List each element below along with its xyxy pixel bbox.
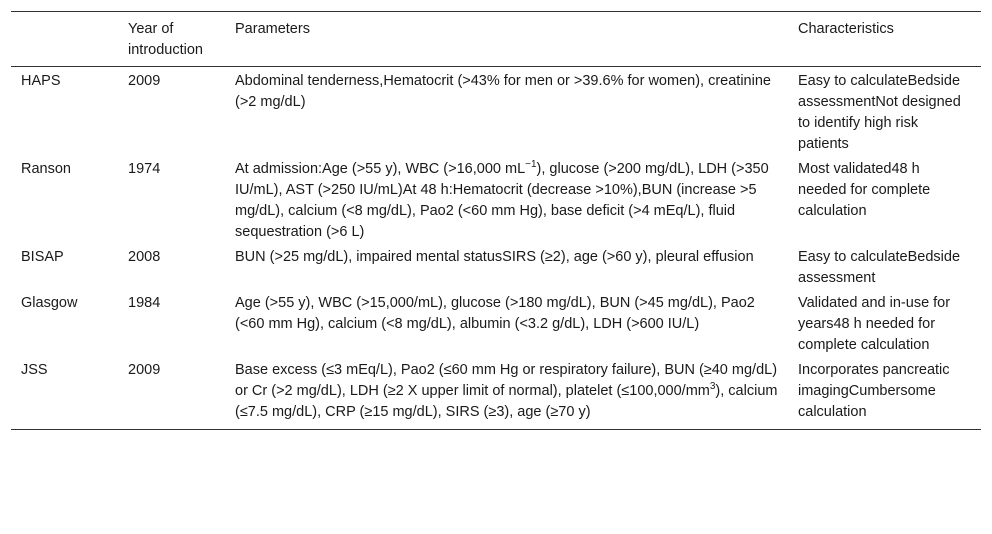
score-name: BISAP [21, 249, 64, 265]
table-body [11, 67, 981, 430]
score-name: Ranson [21, 161, 71, 177]
score-parameters: Age (>55 y), WBC (>15,000/mL), glucose (>180 mg/dL), BUN (>45 mg/dL), Pao2 (<60 mm Hg), calcium (<8 mg/dL), albumin (<3.2 g/dL), LDH (>600 IU/L) [235, 295, 755, 332]
header-row [11, 12, 981, 67]
table-header [11, 12, 981, 67]
score-year: 2009 [128, 73, 161, 89]
score-parameters [225, 155, 788, 243]
score-year: 1974 [128, 161, 161, 177]
score-characteristics: Incorporates pancreatic imagingCumbersome calculation [798, 362, 950, 420]
score-name: HAPS [21, 73, 61, 89]
score-characteristics: Validated and in-use for years48 h needed for complete calculation [798, 295, 951, 353]
parameters-text-a: At admission:Age (>55 y), WBC (>16,000 mL [235, 161, 526, 177]
parameters-superscript: −1 [525, 159, 537, 170]
table-row [11, 155, 981, 243]
header-name [11, 12, 118, 67]
score-parameters: Abdominal tenderness,Hematocrit (>43% for men or >39.6% for women), creatinine (>2 mg/dL) [235, 73, 771, 110]
score-parameters: BUN (>25 mg/dL), impaired mental statusSIRS (≥2), age (>60 y), pleural effusion [235, 249, 754, 265]
score-characteristics: Most validated48 h needed for complete calculation [798, 161, 931, 219]
table-row [11, 243, 981, 289]
table-row [11, 289, 981, 356]
score-characteristics: Easy to calculateBedside assessmentNot designed to identify high risk patients [798, 73, 961, 152]
header-year: Year of introduction [128, 21, 203, 58]
parameters-text-b: ), glucose (>200 mg/dL), LDH (>350 IU/mL), AST (>250 IU/mL)At 48 h:Hematocrit (decrease >10%),BUN (increase >5 mg/dL), calcium (<8 mg/dL), Pao2 (<60 mm Hg), base deficit (>4 mEq/L), fluid sequestration (>6 L) [235, 161, 769, 240]
score-year: 2009 [128, 362, 161, 378]
score-characteristics: Easy to calculateBedside assessment [798, 249, 961, 286]
score-parameters [225, 356, 788, 430]
score-year: 2008 [128, 249, 161, 265]
table-row [11, 67, 981, 156]
parameters-text-a: Base excess (≤3 mEq/L), Pao2 (≤60 mm Hg or respiratory failure), BUN (≥40 mg/dL) or Cr (>2 mg/dL), LDH (≥2 X upper limit of normal), platelet (≤100,000/mm [235, 362, 778, 399]
severity-scores-table [11, 11, 981, 430]
score-name: JSS [21, 362, 48, 378]
header-characteristics: Characteristics [798, 21, 894, 37]
parameters-text-b: ), calcium (≤7.5 mg/dL), CRP (≥15 mg/dL), SIRS (≥3), age (≥70 y) [235, 383, 778, 420]
score-year: 1984 [128, 295, 161, 311]
table-row [11, 356, 981, 430]
score-name: Glasgow [21, 295, 78, 311]
parameters-superscript: 3 [709, 381, 716, 392]
header-parameters: Parameters [235, 21, 310, 37]
